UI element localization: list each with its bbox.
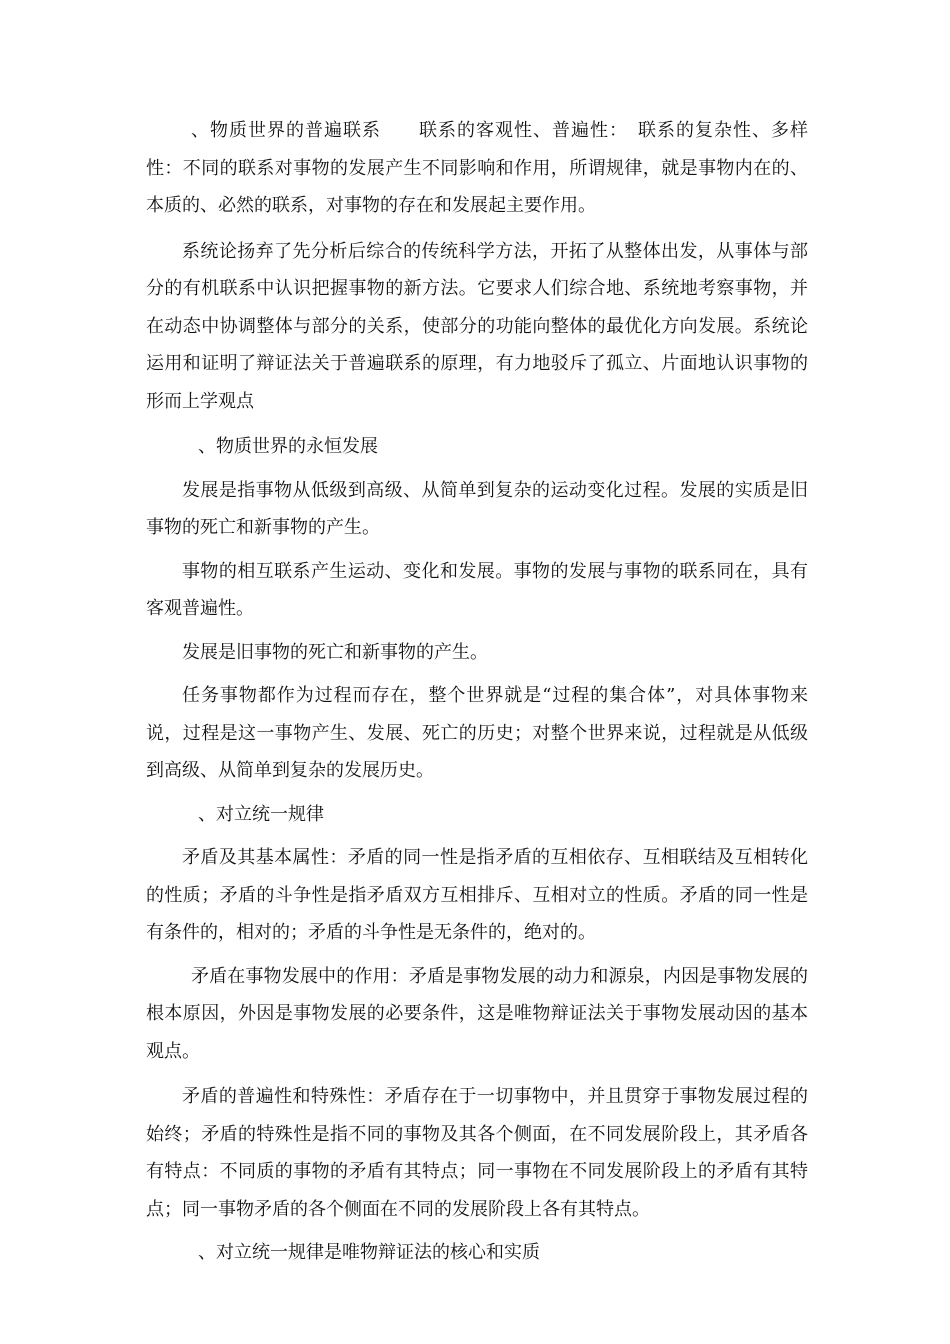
document-body	[146, 112, 808, 1272]
paragraph-connection-and-development: 事物的相互联系产生运动、变化和发展。事物的发展与事物的联系同在，具有客观普遍性。	[146, 560, 808, 619]
paragraph-contradiction-role: 矛盾在事物发展中的作用：矛盾是事物发展的动力和源泉，内因是事物发展的根本原因，外因是事物发展的必要条件，这是唯物辩证法关于事物发展动因的基本观点。	[146, 965, 808, 1062]
section-heading-core-of-dialectics: 、对立统一规律是唯物辩证法的核心和实质	[198, 1242, 540, 1263]
paragraph-contradiction-universality: 矛盾的普遍性和特殊性：矛盾存在于一切事物中，并且贯穿于事物发展过程的始终；矛盾的特殊性是指不同的事物及其各个侧面，在不同发展阶段上，其矛盾各有特点：不同质的事物的矛盾有其特点；同一事物在不同发展阶段上的矛盾有其特点；同一事物矛盾的各个侧面在不同的发展阶段上各有其特点。	[146, 1086, 808, 1220]
paragraph-systems-theory: 系统论扬弃了先分析后综合的传统科学方法，开拓了从整体出发，从事体与部分的有机联系中认识把握事物的新方法。它要求人们综合地、系统地考察事物，并在动态中协调整体与部分的关系，使部分的功能向整体的最优化方向发展。系统论运用和证明了辩证法关于普遍联系的原理，有力地驳斥了孤立、片面地认识事物的形而上学观点	[146, 240, 808, 412]
section-heading-eternal-development: 、物质世界的永恒发展	[198, 436, 378, 457]
paragraph-process: 任务事物都作为过程而存在，整个世界就是“过程的集合体”，对具体事物来说，过程是这一事物产生、发展、死亡的历史；对整个世界来说，过程就是从低级到高级、从简单到复杂的发展历史。	[146, 685, 808, 781]
paragraph-development-definition: 发展是指事物从低级到高级、从简单到复杂的运动变化过程。发展的实质是旧事物的死亡和新事物的产生。	[146, 479, 808, 538]
paragraph-development-essence: 发展是旧事物的死亡和新事物的产生。	[182, 641, 488, 663]
paragraph-contradiction-attributes: 矛盾及其基本属性：矛盾的同一性是指矛盾的互相依存、互相联结及互相转化的性质；矛盾的斗争性是指矛盾双方互相排斥、互相对立的性质。矛盾的同一性是有条件的，相对的；矛盾的斗争性是无条件的，绝对的。	[146, 847, 808, 943]
section-heading-unity-of-opposites: 、对立统一规律	[198, 803, 324, 825]
paragraph-universal-connection: 、物质世界的普遍联系 联系的客观性、普遍性： 联系的复杂性、多样性：不同的联系对事物的发展产生不同影响和作用，所谓规律，就是事物内在的、本质的、必然的联系，对事物的存在和发展起主要作用。	[146, 120, 808, 216]
